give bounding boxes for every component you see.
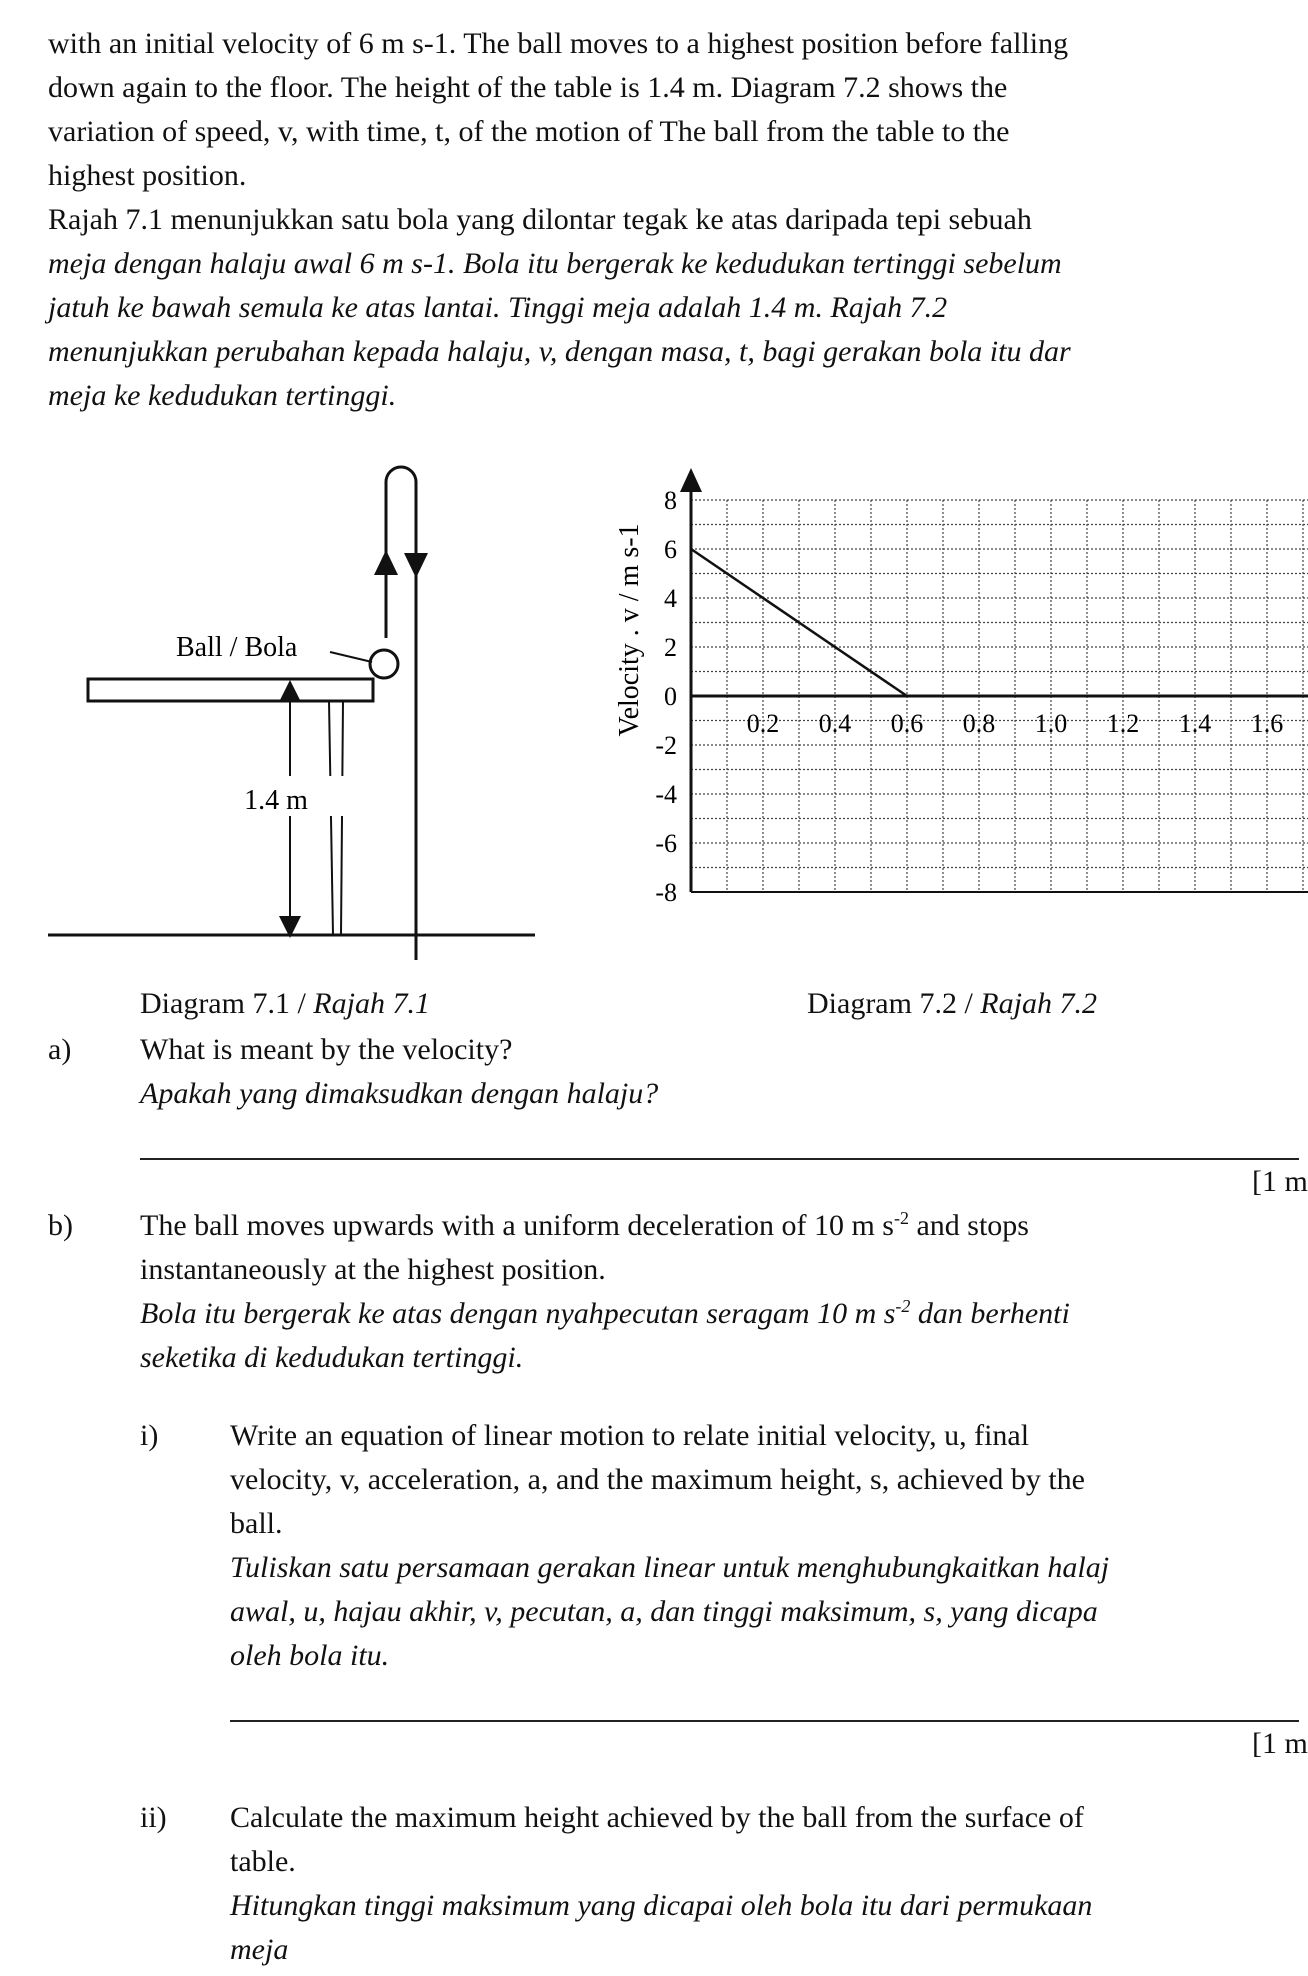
question-b-en-1: The ball moves upwards with a uniform deceleration of 10 m $s^{-2}$ and stops	[140, 1208, 1029, 1242]
question-bi-answer-line[interactable]	[230, 1720, 1299, 1722]
question-b-ms-1: Bola itu bergerak ke atas dengan nyahpecutan seragam 10 m $s^{-2}$ dan berhenti	[140, 1296, 1070, 1330]
question-bii-label: ii)	[140, 1801, 167, 1834]
diagram-7-2-caption: Diagram 7.2 / Rajah 7.2	[807, 987, 1097, 1020]
up-arrow-head	[374, 550, 398, 575]
diagram-7-1-caption: Diagram 7.1 / Rajah 7.1	[140, 987, 430, 1020]
ball-trajectory	[386, 467, 416, 960]
question-a-en: What is meant by the velocity?	[140, 1033, 513, 1066]
question-bi-ms-3: oleh bola itu.	[230, 1639, 390, 1672]
intro-ms-line-2: meja dengan halaju awal 6 m s-1. Bola itu bergerak ke kedudukan tertinggi sebelum	[48, 247, 1062, 280]
question-a-ms: Apakah yang dimaksudkan dengan halaju?	[140, 1077, 659, 1110]
ball	[370, 650, 398, 678]
chart-y-tick-label: 4	[664, 584, 677, 613]
intro-en-line-1: with an initial velocity of 6 m s-1. The ball moves to a highest position before falling	[48, 27, 1069, 60]
chart-y-tick-label: 0	[664, 682, 677, 711]
chart-x-tick-label: 1.2	[1106, 709, 1140, 738]
diagram-7-1	[0, 420, 560, 980]
intro-ms-line-4: menunjukkan perubahan kepada halaju, v, dengan masa, t, bagi gerakan bola itu dar	[48, 335, 1071, 368]
question-bi-ms-2: awal, u, hajau akhir, v, pecutan, a, dan tinggi maksimum, s, yang dicapa	[230, 1595, 1098, 1628]
ball-label: Ball / Bola	[176, 632, 298, 663]
down-arrow-head	[404, 553, 428, 578]
chart-y-tick-label: 8	[664, 486, 677, 515]
intro-en-line-2: down again to the floor. The height of the table is 1.4 m. Diagram 7.2 shows the	[48, 71, 1008, 104]
chart-x-tick-label: 1.4	[1178, 709, 1212, 738]
question-a-answer-line[interactable]	[140, 1158, 1299, 1160]
chart-x-tick-label: 0.6	[890, 709, 924, 738]
question-bii-ms-2: meja	[230, 1933, 289, 1966]
question-bii-en-2: table.	[230, 1845, 296, 1878]
chart-y-tick-label: -8	[655, 878, 677, 907]
chart-x-tick-label: 1.6	[1250, 709, 1284, 738]
chart-x-tick-label: 1.0	[1034, 709, 1068, 738]
chart-x-tick-label: 0.4	[818, 709, 852, 738]
intro-ms-line-3: jatuh ke bawah semula ke atas lantai. Tinggi meja adalah 1.4 m. Rajah 7.2	[48, 291, 948, 324]
question-bi-en-3: ball.	[230, 1507, 283, 1540]
chart-y-tick-label: -6	[655, 829, 677, 858]
table-leg-2	[341, 701, 343, 935]
question-b-ms-2: seketika di kedudukan tertinggi.	[140, 1341, 524, 1374]
intro-ms-line-1: Rajah 7.1 menunjukkan satu bola yang dilontar tegak ke atas daripada tepi sebuah	[48, 203, 1032, 236]
question-bii-ms-1: Hitungkan tinggi maksimum yang dicapai oleh bola itu dari permukaan	[230, 1889, 1093, 1922]
intro-en-line-4: highest position.	[48, 159, 247, 192]
question-b-label: b)	[48, 1209, 73, 1242]
chart-y-tick-label: -2	[655, 731, 677, 760]
question-bi-marks: [1 m	[1252, 1727, 1308, 1760]
question-bi-label: i)	[140, 1419, 159, 1452]
table-top	[88, 679, 373, 701]
chart-y-axis-arrow	[680, 468, 702, 492]
question-bii-en-1: Calculate the maximum height achieved by the ball from the surface of	[230, 1801, 1084, 1834]
question-b-en-2: instantaneously at the highest position.	[140, 1253, 606, 1286]
question-bi-en-1: Write an equation of linear motion to relate initial velocity, u, final	[230, 1419, 1030, 1452]
height-label: 1.4 m	[244, 785, 308, 816]
chart-y-tick-label: -4	[655, 780, 677, 809]
intro-ms-line-5: meja ke kedudukan tertinggi.	[48, 379, 397, 412]
chart-x-tick-label: 0.2	[746, 709, 780, 738]
question-a-marks: [1 m	[1252, 1165, 1308, 1198]
chart-y-axis-label: Velocity . v / m s-1	[614, 523, 645, 737]
question-bi-en-2: velocity, v, acceleration, a, and the maximum height, s, achieved by the	[230, 1463, 1085, 1496]
ball-label-pointer	[330, 652, 372, 662]
chart-y-tick-label: 2	[664, 633, 677, 662]
question-a-label: a)	[48, 1033, 72, 1066]
chart-y-tick-label: 6	[664, 535, 677, 564]
question-bi-ms-1: Tuliskan satu persamaan gerakan linear untuk menghubungkaitkan halaj	[230, 1551, 1110, 1584]
intro-en-line-3: variation of speed, v, with time, t, of the motion of The ball from the table to the	[48, 115, 1010, 148]
table-leg-1	[329, 701, 333, 935]
diagram-7-2-chart	[580, 420, 1299, 960]
chart-x-tick-label: 0.8	[962, 709, 996, 738]
